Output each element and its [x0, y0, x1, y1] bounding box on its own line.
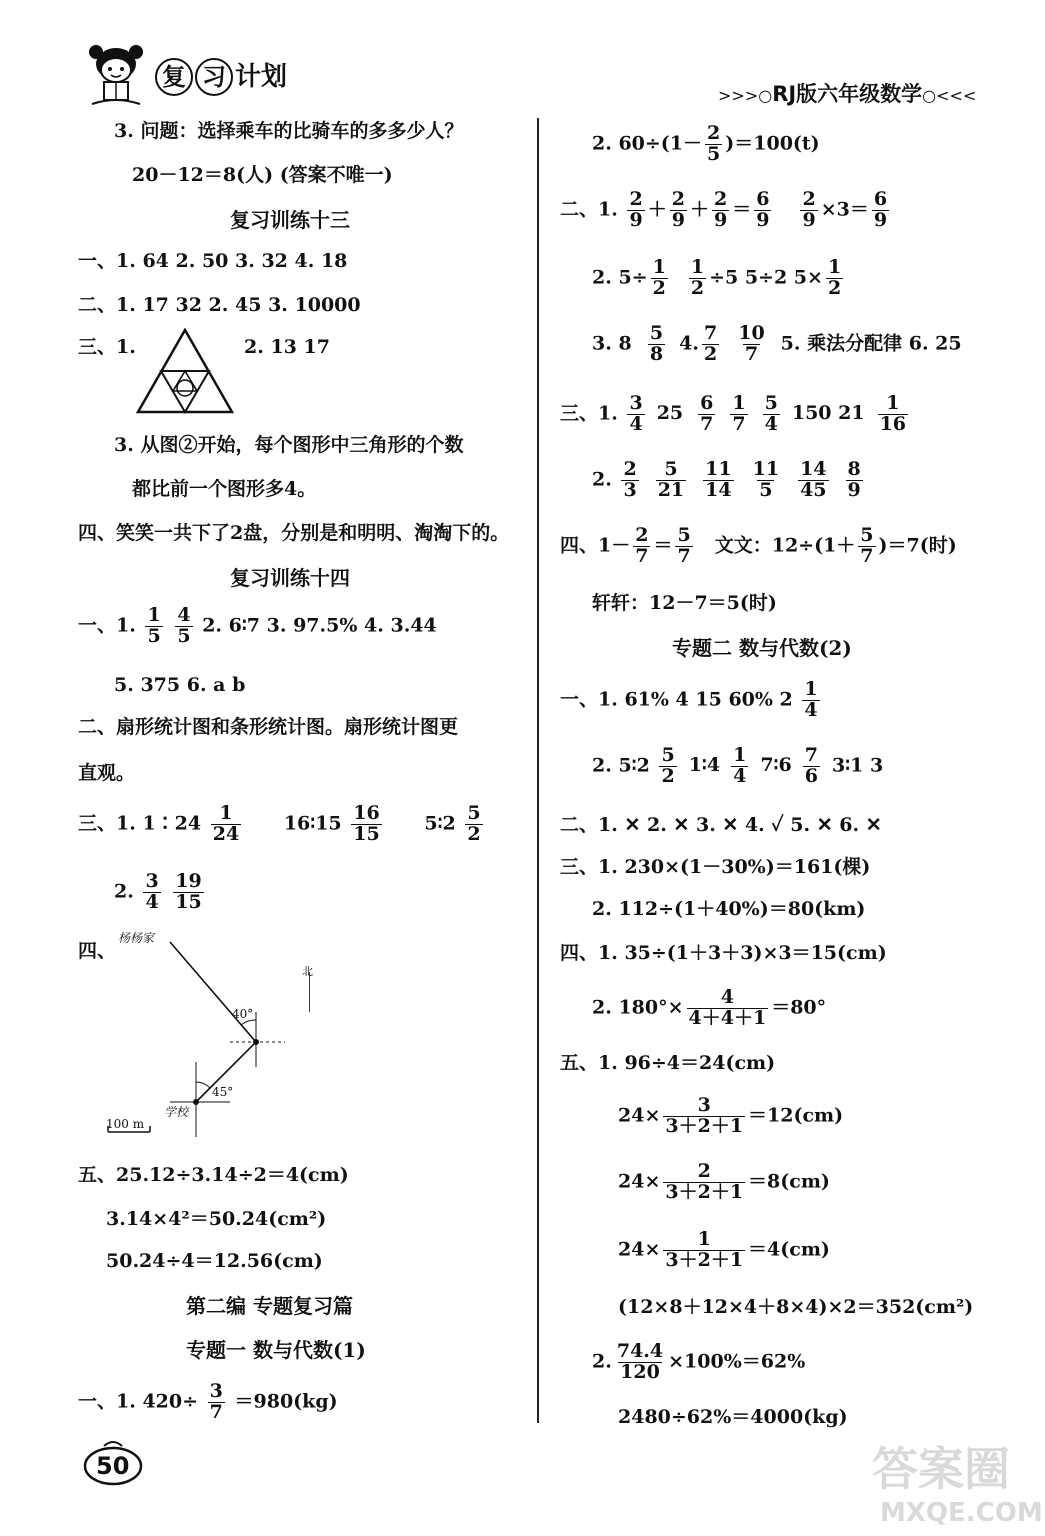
- header-deco-right: ○<<<: [922, 86, 977, 105]
- watermark-logo: 答案圈: [872, 1442, 1010, 1496]
- s14-row3: 三、1. 1∶24 $\frac{1}{24}$ 16∶15 $\frac{16}{15}$ 5∶2 $\frac{5}{2}$: [78, 802, 481, 845]
- s14-row4-label: 四、: [78, 940, 117, 962]
- r-row3: 2. 5÷ $\frac{1}{2}$ $\frac{1}{2}$ ÷5 5÷2 5× $\frac{1}{2}$: [592, 256, 842, 299]
- q3-calc: 20－12＝8(人) (答案不唯一): [132, 164, 393, 186]
- s13-row3-3a: 3. 从图②开始，每个图形中三角形的个数: [114, 434, 464, 456]
- brand-char-3: 计划: [235, 62, 288, 92]
- s14-row2a: 二、扇形统计图和条形统计图。扇形统计图更: [78, 716, 459, 738]
- r-row2: 二、1. $\frac{2}{9}$ ＋ $\frac{2}{9}$ ＋ $\frac{2}{9}$ ＝ $\frac{6}{9}$ $\frac{2}{9}$ ×3＝ $\frac{6}{9}$: [560, 188, 888, 231]
- t2-row8: 五、1. 96÷4＝24(cm): [560, 1052, 776, 1074]
- brand-char-1: 复: [155, 58, 193, 96]
- map-north-label: 北: [302, 965, 313, 978]
- fraction: $\frac{4}{5}$: [177, 604, 191, 647]
- brand-char-2: 习: [195, 58, 233, 96]
- header-deco-left: >>>○: [718, 86, 773, 105]
- t2-row6: 四、1. 35÷(1＋3＋3)×3＝15(cm): [560, 942, 887, 964]
- cartoon-girl-icon: [82, 42, 150, 108]
- t2-row4: 三、1. 230×(1－30%)＝161(棵): [560, 856, 871, 878]
- t2-row13: 2. $\frac{74.4}{120}$ ×100%＝62%: [592, 1340, 806, 1383]
- t2-row12: (12×8＋12×4＋8×4)×2＝352(cm²): [618, 1296, 974, 1318]
- t2-row11: 24× $\frac{1}{3+2+1}$ ＝4(cm): [618, 1228, 830, 1271]
- map-angle-45: 45°: [212, 1085, 234, 1099]
- r-row1: 2. 60÷(1－ $\frac{2}{5}$ )＝100(t): [592, 122, 820, 165]
- t1-row1: 一、1. 420÷ $\frac{3}{7}$ ＝980(kg): [78, 1380, 338, 1423]
- t2-row9: 24× $\frac{3}{3+2+1}$ ＝12(cm): [618, 1094, 844, 1137]
- topic-2-title: 专题二 数与代数(2): [672, 636, 852, 660]
- s14-row1b: 5. 375 6. a b: [114, 674, 246, 696]
- s14-row3b: 2. $\frac{3}{4}$ $\frac{19}{15}$: [114, 870, 202, 913]
- column-divider: [537, 118, 539, 1423]
- s13-row1: 一、1. 64 2. 50 3. 32 4. 18: [78, 250, 348, 272]
- map-school-label: 学校: [164, 1105, 189, 1119]
- t2-row3: 二、1. ✕ 2. ✕ 3. ✕ 4. ✓ 5. ✕ 6. ✕: [560, 814, 882, 836]
- map-scale-label: 100 m: [106, 1117, 145, 1131]
- r-row4: 3. 8 $\frac{5}{8}$ 4. $\frac{7}{2}$ $\frac{10}{7}$ 5. 乘法分配律 6. 25: [592, 322, 962, 365]
- section-13-title: 复习训练十三: [230, 208, 350, 232]
- section-14-title: 复习训练十四: [230, 566, 350, 590]
- t2-row14: 2480÷62%＝4000(kg): [618, 1406, 848, 1428]
- s14-row5c: 50.24÷4＝12.56(cm): [106, 1250, 323, 1272]
- r-row6: 2. $\frac{2}{3}$ $\frac{5}{21}$ $\frac{11}{14}$ $\frac{11}{5}$ $\frac{14}{45}$ $\frac{8}{9}$: [592, 458, 861, 501]
- t2-row10: 24× $\frac{2}{3+2+1}$ ＝8(cm): [618, 1160, 830, 1203]
- series-title: RJ版六年级数学: [772, 82, 923, 106]
- s14-row5a: 五、25.12÷3.14÷2＝4(cm): [78, 1164, 349, 1186]
- t2-row7: 2. 180°× $\frac{4}{4+4+1}$ ＝80°: [592, 986, 827, 1029]
- r-row5: 三、1. $\frac{3}{4}$ 25 $\frac{6}{7}$ $\frac{1}{7}$ $\frac{5}{4}$ 150 21 $\frac{1}{16}$: [560, 392, 907, 435]
- q3-title: 3. 问题：选择乘车的比骑车的多多少人？: [114, 120, 464, 142]
- triangle-figure: [136, 328, 234, 414]
- s14-row1: 一、1. $\frac{1}{5}$ $\frac{4}{5}$ 2. 6∶7 3. 97.5% 4. 3.44: [78, 604, 437, 647]
- fraction: $\frac{1}{5}$: [147, 604, 161, 647]
- page-number: 50: [96, 1452, 130, 1480]
- s13-row3-3b: 都比前一个图形多4。: [132, 478, 317, 500]
- s13-row4: 四、笑笑一共下了2盘，分别是和明明、淘淘下的。: [78, 522, 510, 544]
- topic-1-title: 专题一 数与代数(1): [186, 1338, 366, 1362]
- s14-row5b: 3.14×4²＝50.24(cm²): [106, 1208, 327, 1230]
- t2-row1: 一、1. 61% 4 15 60% 2 $\frac{1}{4}$: [560, 678, 818, 721]
- r-row8: 轩轩：12－7＝5(时): [592, 592, 777, 614]
- t2-row5: 2. 112÷(1＋40%)＝80(km): [592, 898, 866, 920]
- s14-row2b: 直观。: [78, 762, 136, 784]
- s13-row3-label: 三、1.: [78, 336, 136, 358]
- map-home-label: 杨杨家: [118, 931, 155, 945]
- watermark-url: MXQE.COM: [880, 1498, 1043, 1528]
- r-row7: 四、1－ $\frac{2}{7}$ ＝ $\frac{5}{7}$ 文文：12÷(1＋ $\frac{5}{7}$ )＝7(时): [560, 524, 957, 567]
- t2-row2: 2. 5∶2 $\frac{5}{2}$ 1∶4 $\frac{1}{4}$ 7∶6 $\frac{7}{6}$ 3∶1 3: [592, 744, 884, 787]
- part-2-title: 第二编 专题复习篇: [186, 1294, 353, 1318]
- s13-row2: 二、1. 17 32 2. 45 3. 10000: [78, 294, 361, 316]
- map-angle-40: 40°: [232, 1007, 254, 1021]
- s13-row3-2: 2. 13 17: [244, 336, 330, 358]
